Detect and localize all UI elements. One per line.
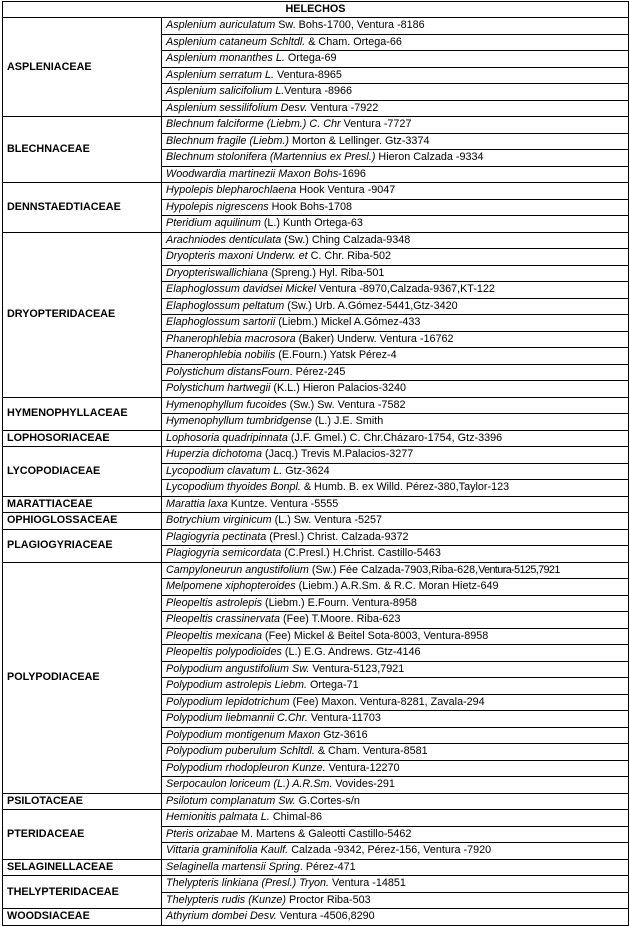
species-name: Blechnum falciforme (Liebm.) C. Chr xyxy=(166,118,341,131)
species-entry xyxy=(162,513,629,530)
species-authority-collector: & Cham. Ortega-66 xyxy=(305,35,402,48)
species-name: Polypodium puberulum Schltdl. xyxy=(166,745,315,758)
species-name: Selaginella martensii Spring xyxy=(166,860,300,873)
species-entry xyxy=(162,430,629,447)
species-authority-collector: Ortega-71 xyxy=(307,679,359,692)
species-entry xyxy=(162,381,629,398)
species-authority-collector: Ventura-8965 xyxy=(274,68,342,81)
table-row xyxy=(3,513,629,530)
species-authority-collector: M. Martens & Galeotti Castillo-5462 xyxy=(238,827,412,840)
species-entry xyxy=(162,694,629,711)
species-name: Blechnum fragile (Liebm.) xyxy=(166,134,290,147)
species-authority-collector: (Fee) Mickel & Beitel Sota-8003, Ventura-8958 xyxy=(262,629,489,642)
species-entry xyxy=(162,793,629,810)
family-name: POLYPODIACEAE xyxy=(3,562,162,793)
species-authority-collector: (Sw.) Fée Calzada-7903,Riba-628, xyxy=(308,563,479,576)
species-authority-collector: Ventura -14851 xyxy=(329,877,406,890)
species-entry xyxy=(162,117,629,134)
table-row xyxy=(3,562,629,579)
species-entry xyxy=(162,562,629,579)
species-authority-collector: (E.Fourn.) Yatsk Pérez-4 xyxy=(275,349,397,362)
species-name: Vittaria graminifolia Kaulf. xyxy=(166,844,289,857)
species-entry xyxy=(162,249,629,266)
species-entry xyxy=(162,447,629,464)
table-title: HELECHOS xyxy=(3,2,629,18)
species-authority-collector: (C.Presl.) H.Christ. Castillo-5463 xyxy=(281,547,441,560)
species-entry xyxy=(162,414,629,431)
species-entry xyxy=(162,678,629,695)
species-name: Asplenium cataneum Schltdl. xyxy=(166,35,306,48)
species-name: Polystichum distansFourn xyxy=(166,365,290,378)
species-authority-collector: Ventura -7727 xyxy=(340,118,412,131)
species-authority-collector: Ventura-12270 xyxy=(325,761,400,774)
species-name: Huperzia dichotoma xyxy=(166,448,263,461)
table-row xyxy=(3,810,629,827)
species-authority-collector: (Presl.) Christ. Calzada-9372 xyxy=(266,530,409,543)
species-authority-collector: Calzada -9342, Pérez-156, Ventura -7920 xyxy=(288,844,492,857)
species-name: Dryopteriswallichiana xyxy=(166,266,269,279)
species-entry xyxy=(162,463,629,480)
species-name: Elaphoglossum peltatum xyxy=(166,299,285,312)
species-name: Arachniodes denticulata xyxy=(166,233,282,246)
species-entry xyxy=(162,18,629,35)
species-authority-collector: Chimal-86 xyxy=(269,811,323,824)
species-entry xyxy=(162,480,629,497)
family-name: SELAGINELLACEAE xyxy=(3,859,162,876)
table-row xyxy=(3,859,629,876)
species-entry xyxy=(162,51,629,68)
species-entry xyxy=(162,364,629,381)
species-name: Woodwardia martinezii Maxon Bohs xyxy=(166,167,339,180)
species-entry xyxy=(162,265,629,282)
species-name: Pteridium aquilinum xyxy=(166,217,261,230)
species-entry xyxy=(162,150,629,167)
family-name: LYCOPODIACEAE xyxy=(3,447,162,497)
species-entry xyxy=(162,810,629,827)
species-authority-collector: Hook Bohs-1708 xyxy=(268,200,353,213)
species-name: Botrychium virginicum xyxy=(166,514,272,527)
species-name: Polystichum hartwegii xyxy=(166,382,271,395)
species-name: Polypodium liebmannii C.Chr. xyxy=(166,712,308,725)
species-name: Dryopteris maxoni Underw. et xyxy=(166,250,308,263)
family-name: PLAGIOGYRIACEAE xyxy=(3,529,162,562)
species-entry xyxy=(162,826,629,843)
species-authority-collector: Sw. Bohs-1700, Ventura -8186 xyxy=(275,19,425,32)
family-name: LOPHOSORIACEAE xyxy=(3,430,162,447)
species-name: Lycopodium clavatum L. xyxy=(166,464,283,477)
species-authority-collector: Hieron Calzada -9334 xyxy=(375,151,484,164)
species-authority-collector: Kuntze. Ventura -5555 xyxy=(227,497,339,510)
species-name: Hymenophyllum fucoides xyxy=(166,398,287,411)
species-name: Hypolepis nigrescens xyxy=(166,200,269,213)
species-authority-collector: (Sw.) Sw. Ventura -7582 xyxy=(286,398,406,411)
species-authority-collector: Morton & Lellinger. Gtz-3374 xyxy=(289,134,430,147)
table-row xyxy=(3,183,629,200)
species-name: Blechnum stolonifera (Martennius ex Presl.) xyxy=(166,151,376,164)
family-name: OPHIOGLOSSACEAE xyxy=(3,513,162,530)
species-authority-collector: (Sw.) Urb. A.Gómez-5441,Gtz-3420 xyxy=(284,299,458,312)
species-entry xyxy=(162,777,629,794)
species-entry xyxy=(162,529,629,546)
family-name: DENNSTAEDTIACEAE xyxy=(3,183,162,233)
table-row xyxy=(3,18,629,35)
species-entry xyxy=(162,595,629,612)
species-name: Psilotum complanatum Sw. xyxy=(166,794,296,807)
species-authority-collector: Proctor Riba-503 xyxy=(286,893,371,906)
species-authority-collector: (Fee) Maxon. Ventura-8281, Zavala-294 xyxy=(289,695,485,708)
table-row xyxy=(3,117,629,134)
family-name: HYMENOPHYLLACEAE xyxy=(3,397,162,430)
species-entry xyxy=(162,876,629,893)
species-entry xyxy=(162,216,629,233)
species-name: Asplenium salicifolium L. xyxy=(166,85,285,98)
species-name: Hymenophyllum tumbridgense xyxy=(166,415,312,428)
species-name: Polypodium rhodopleuron Kunze. xyxy=(166,761,326,774)
species-authority-collector: & Humb. B. ex Willd. Pérez-380,Taylor-123 xyxy=(300,481,510,494)
species-entry xyxy=(162,331,629,348)
table-row xyxy=(3,447,629,464)
species-entry xyxy=(162,496,629,513)
species-entry xyxy=(162,199,629,216)
species-name: Athyrium dombei Desv. xyxy=(166,910,277,923)
species-name: Pleopeltis astrolepis xyxy=(166,596,263,609)
species-entry xyxy=(162,760,629,777)
species-authority-collector: Gtz-3616 xyxy=(320,728,368,741)
species-name: Asplenium monanthes L. xyxy=(166,52,285,65)
species-authority-collector: . Pérez-471 xyxy=(299,860,356,873)
species-entry xyxy=(162,166,629,183)
species-name: Lophosoria quadripinnata xyxy=(166,431,288,444)
species-authority-collector: (Sw.) Ching Calzada-9348 xyxy=(281,233,411,246)
species-entry xyxy=(162,348,629,365)
species-name: Phanerophlebia nobilis xyxy=(166,349,276,362)
species-name: Asplenium auriculatum xyxy=(166,19,276,32)
species-name: Elaphoglossum davidsei Mickel xyxy=(166,283,317,296)
species-name: Plagiogyria pectinata xyxy=(166,530,267,543)
species-authority-collector: (Liebm.) Mickel A.Gómez-433 xyxy=(275,316,421,329)
species-name: Marattia laxa xyxy=(166,497,228,510)
species-entry xyxy=(162,546,629,563)
species-entry xyxy=(162,579,629,596)
species-entry xyxy=(162,892,629,909)
family-name: DRYOPTERIDACEAE xyxy=(3,232,162,397)
species-entry xyxy=(162,661,629,678)
species-entry xyxy=(162,282,629,299)
document xyxy=(2,1,628,926)
species-authority-collector: Ventura -7922 xyxy=(307,101,379,114)
species-entry xyxy=(162,859,629,876)
species-authority-collector: (L.) E.G. Andrews. Gtz-4146 xyxy=(281,646,421,659)
species-name: Pleopeltis mexicana xyxy=(166,629,263,642)
species-authority-collector: Ventura-11703 xyxy=(307,712,381,725)
species-entry xyxy=(162,727,629,744)
species-name: Polypodium lepidotrichum xyxy=(166,695,290,708)
species-entry xyxy=(162,133,629,150)
species-name: Thelypteris linkiana (Presl.) Tryon. xyxy=(166,877,330,890)
species-entry xyxy=(162,744,629,761)
species-entry xyxy=(162,843,629,860)
species-name: Hemionitis palmata L. xyxy=(166,811,270,824)
family-name: ASPLENIACEAE xyxy=(3,18,162,117)
species-authority-collector: Ventura -8970,Calzada-9367,KT-122 xyxy=(316,283,495,296)
species-authority-collector: (L.) Sw. Ventura -5257 xyxy=(271,514,383,527)
family-name: BLECHNACEAE xyxy=(3,117,162,183)
species-name: Polypodium astrolepis Liebm. xyxy=(166,679,308,692)
species-entry xyxy=(162,628,629,645)
species-entry xyxy=(162,84,629,101)
species-authority-collector: (J.F. Gmel.) C. Chr.Cházaro-1754, Gtz-3396 xyxy=(287,431,503,444)
species-authority-collector: Gtz-3624 xyxy=(282,464,330,477)
species-collector-extra: Ventura-5125,7921 xyxy=(478,563,560,576)
species-name: Asplenium serratum L. xyxy=(166,68,275,81)
species-authority-collector: (Jacq.) Trevis M.Palacios-3277 xyxy=(262,448,414,461)
species-entry xyxy=(162,100,629,117)
species-authority-collector: (L.) J.E. Smith xyxy=(311,415,384,428)
species-name: Thelypteris rudis (Kunze) xyxy=(166,893,287,906)
species-authority-collector: (Baker) Underw. Ventura -16762 xyxy=(295,332,454,345)
species-name: Plagiogyria semicordata xyxy=(166,547,282,560)
species-authority-collector: -1696 xyxy=(338,167,366,180)
table-row xyxy=(3,397,629,414)
species-authority-collector: (Liebm.) A.R.Sm. & R.C. Moran Hietz-649 xyxy=(295,580,499,593)
species-entry xyxy=(162,711,629,728)
species-authority-collector: & Cham. Ventura-8581 xyxy=(314,745,428,758)
species-authority-collector: (K.L.) Hieron Palacios-3240 xyxy=(270,382,407,395)
table-row xyxy=(3,496,629,513)
species-entry xyxy=(162,232,629,249)
family-name: PTERIDACEAE xyxy=(3,810,162,860)
species-name: Pleopeltis crassinervata xyxy=(166,613,281,626)
species-name: Serpocaulon loriceum (L.) A.R.Sm. xyxy=(166,778,333,791)
species-authority-collector: Hook Ventura -9047 xyxy=(296,184,396,197)
species-entry xyxy=(162,909,629,926)
species-authority-collector: Vovides-291 xyxy=(332,778,395,791)
species-authority-collector: C. Chr. Riba-502 xyxy=(307,250,392,263)
species-authority-collector: Ortega-69 xyxy=(284,52,337,65)
table-row xyxy=(3,529,629,546)
family-name: PSILOTACEAE xyxy=(3,793,162,810)
table-row xyxy=(3,876,629,893)
species-name: Melpomene xiphopteroides xyxy=(166,580,296,593)
species-name: Pteris orizabae xyxy=(166,827,239,840)
species-entry xyxy=(162,612,629,629)
family-name: MARATTIACEAE xyxy=(3,496,162,513)
species-name: Polypodium montigenum Maxon xyxy=(166,728,321,741)
species-entry xyxy=(162,397,629,414)
species-entry xyxy=(162,34,629,51)
table-row xyxy=(3,793,629,810)
family-name: WOODSIACEAE xyxy=(3,909,162,926)
species-name: Polypodium angustifolium Sw. xyxy=(166,662,310,675)
species-authority-collector: (L.) Kunth Ortega-63 xyxy=(260,217,363,230)
species-name: Hypolepis blepharochlaena xyxy=(166,184,297,197)
species-name: Asplenium sessilifolium Desv. xyxy=(166,101,308,114)
species-authority-collector: . Pérez-245 xyxy=(289,365,346,378)
species-name: Lycopodium thyoides Bonpl. xyxy=(166,481,301,494)
species-entry xyxy=(162,183,629,200)
table-row xyxy=(3,909,629,926)
family-name: THELYPTERIDACEAE xyxy=(3,876,162,909)
species-authority-collector: Ventura-5123,7921 xyxy=(309,662,405,675)
species-name: Phanerophlebia macrosora xyxy=(166,332,296,345)
species-name: Campyloneurun angustifolium xyxy=(166,563,309,576)
table-row xyxy=(3,232,629,249)
species-entry xyxy=(162,315,629,332)
species-authority-collector: (Liebm.) E.Fourn. Ventura-8958 xyxy=(262,596,417,609)
species-entry xyxy=(162,298,629,315)
species-authority-collector: Ventura -4506,8290 xyxy=(276,910,375,923)
species-name: Pleopeltis polypodioides xyxy=(166,646,282,659)
species-name: Elaphoglossum sartorii xyxy=(166,316,276,329)
helechos-table xyxy=(2,1,629,926)
species-authority-collector: Ventura -8966 xyxy=(284,85,353,98)
species-entry xyxy=(162,645,629,662)
table-row xyxy=(3,430,629,447)
species-entry xyxy=(162,67,629,84)
species-authority-collector: G.Cortes-s/n xyxy=(295,794,360,807)
species-authority-collector: (Fee) T.Moore. Riba-623 xyxy=(280,613,401,626)
species-authority-collector: (Spreng.) Hyl. Riba-501 xyxy=(268,266,385,279)
